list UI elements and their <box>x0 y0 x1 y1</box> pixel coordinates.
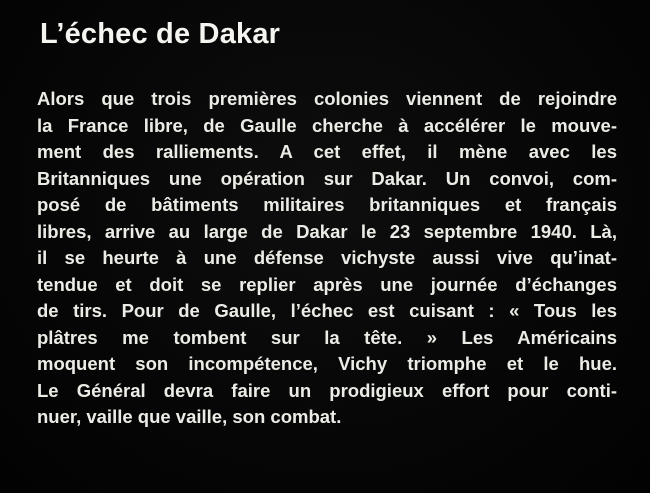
text-line: Le Général devra faire un prodigieux effort pour conti- <box>37 379 617 401</box>
text-line: Alors que trois premières colonies viennent de rejoindre <box>37 88 617 109</box>
panel-title: L’échec de Dakar <box>40 18 281 50</box>
panel-body-text <box>37 86 617 431</box>
text-line: tendue et doit se replier après une journée d’échanges <box>37 273 617 295</box>
text-line: de tirs. Pour de Gaulle, l’échec est cuisant : « Tous les <box>37 300 617 321</box>
text-line: nuer, vaille que vaille, son combat. <box>37 406 342 427</box>
text-line: plâtres me tombent sur la tête. » Les Américains <box>37 326 617 348</box>
text-line: libres, arrive au large de Dakar le 23 septembre 1940. Là, <box>37 220 617 242</box>
text-line: moquent son incompétence, Vichy triomphe et le hue. <box>37 353 617 374</box>
text-line: la France libre, de Gaulle cherche à accélérer le mouve- <box>37 114 617 136</box>
text-line: Britanniques une opération sur Dakar. Un convoi, com- <box>37 167 617 189</box>
text-line: ment des ralliements. A cet effet, il mène avec les <box>37 141 617 162</box>
text-line: il se heurte à une défense vichyste aussi vive qu’inat- <box>37 247 617 268</box>
text-line: posé de bâtiments militaires britanniques et français <box>37 194 617 215</box>
